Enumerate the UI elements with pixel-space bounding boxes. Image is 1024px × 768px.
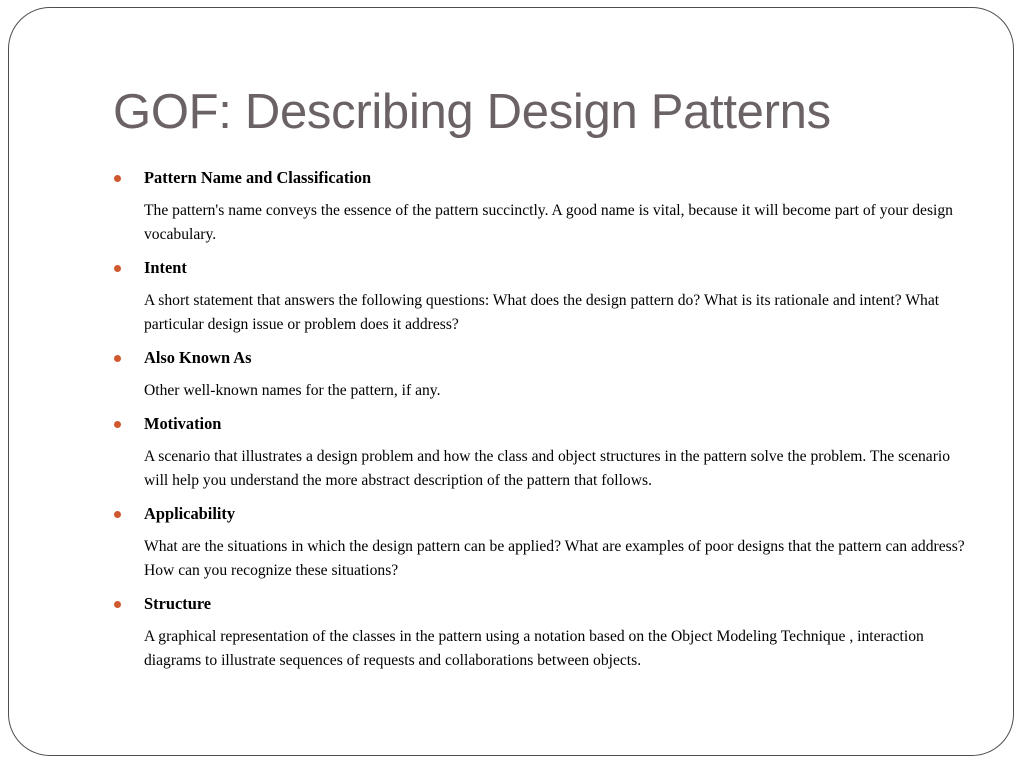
item-heading-row [112,166,972,190]
bullet-icon [114,265,121,272]
item-heading-row [112,412,972,436]
item-description: A scenario that illustrates a design problem and how the class and object structures in the pattern solve the problem. The scenario will help you understand the more abstract description of the pattern that follows. [144,448,951,489]
item-heading: Structure [144,594,212,613]
item-heading: Pattern Name and Classification [144,168,372,187]
bullet-icon [114,601,121,608]
list-item [112,346,972,403]
item-heading-row [112,592,972,616]
bullet-icon [114,511,121,518]
item-description: A graphical representation of the classes in the pattern using a notation based on the Object Modeling Technique , interaction diagrams to illustrate sequences of requests and collaborations between objects. [144,628,924,669]
bullet-icon [114,355,121,362]
item-heading: Motivation [144,414,222,433]
list-item [112,166,972,247]
item-heading-row [112,502,972,526]
item-heading-row [112,346,972,370]
list-item [112,592,972,673]
bullet-icon [114,175,121,182]
list-item [112,412,972,493]
bullet-icon [114,421,121,428]
bullet-list [112,166,972,682]
item-description: The pattern's name conveys the essence of the pattern succinctly. A good name is vital, because it will become part of your design vocabulary. [144,202,953,243]
slide-title: GOF: Describing Design Patterns [113,85,831,139]
item-description: Other well-known names for the pattern, if any. [144,382,441,399]
item-heading: Applicability [144,504,236,523]
item-heading: Also Known As [144,348,252,367]
item-heading: Intent [144,258,187,277]
item-heading-row [112,256,972,280]
list-item [112,502,972,583]
item-description: A short statement that answers the following questions: What does the design pattern do? What is its rationale and intent? What particular design issue or problem does it address? [144,292,940,333]
list-item [112,256,972,337]
item-description: What are the situations in which the design pattern can be applied? What are examples of poor designs that the pattern can address? How can you recognize these situations? [144,538,965,579]
